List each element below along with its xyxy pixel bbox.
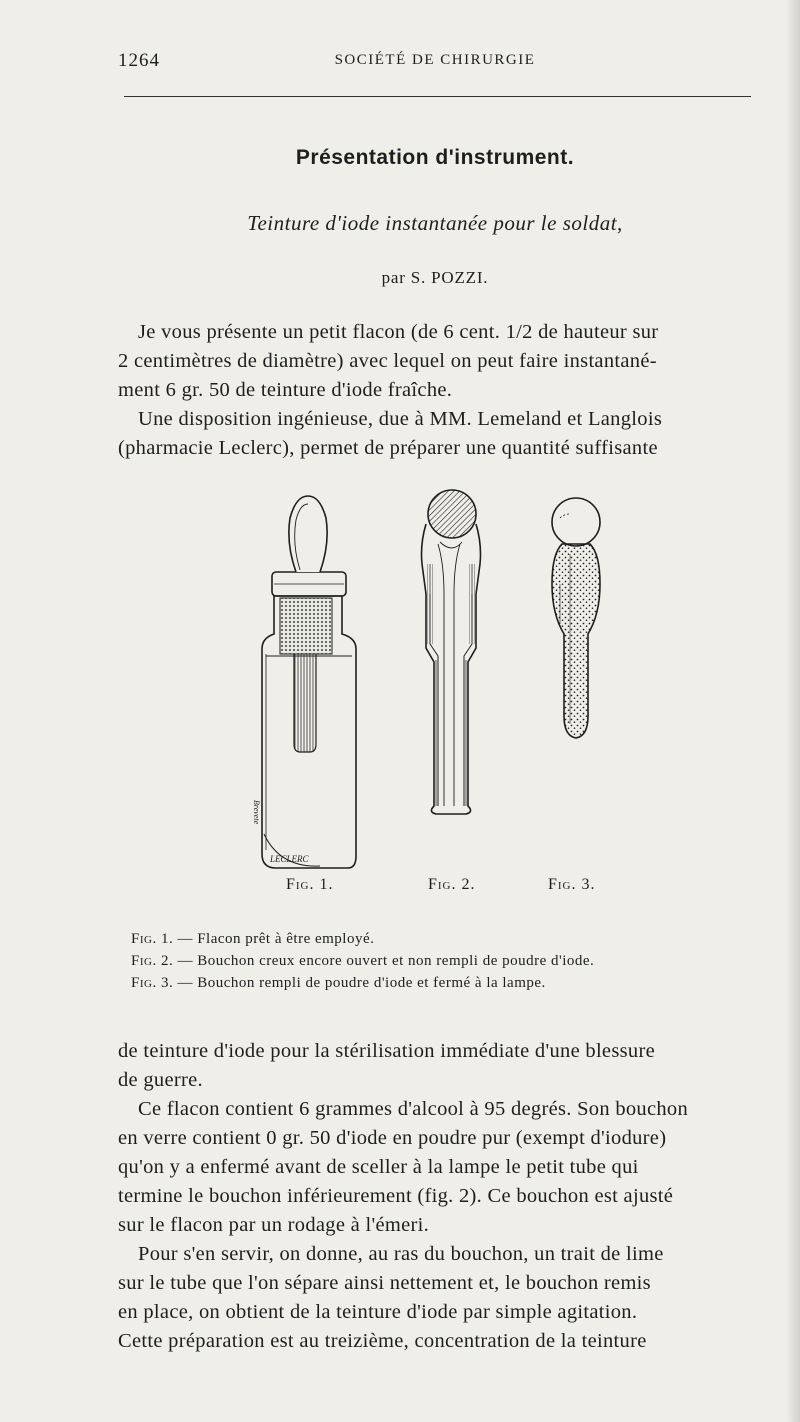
- text-line: de guerre.: [118, 1069, 203, 1091]
- figure-3-sealed-stopper: [552, 498, 600, 738]
- text-line: Ce flacon contient 6 grammes d'alcool à 95 degrés. Son bouchon: [138, 1098, 689, 1120]
- text-line: ment 6 gr. 50 de teinture d'iode fraîche.: [118, 379, 453, 401]
- article-subtitle: Teinture d'iode instantanée pour le soldat,: [247, 211, 623, 235]
- instrument-engraving: [240, 484, 620, 878]
- figure-captions: [131, 928, 771, 994]
- caption-figure-2: [131, 950, 771, 972]
- text-line: de teinture d'iode pour la stérilisation immédiate d'une blessure: [118, 1040, 655, 1062]
- page-number: 1264: [118, 50, 160, 71]
- author-byline: par S. POZZI.: [381, 268, 489, 287]
- figure-3-label: Fig. 3.: [548, 876, 596, 893]
- figure-2-label: Fig. 2.: [428, 876, 476, 893]
- section-title: Présentation d'instrument.: [295, 146, 575, 169]
- running-head: SOCIÉTÉ DE CHIRURGIE: [334, 52, 536, 68]
- page-edge-shadow: [786, 0, 800, 1422]
- text-line: sur le flacon par un rodage à l'émeri.: [118, 1214, 430, 1236]
- page-header: [118, 50, 752, 80]
- caption-fig-ref: Fig. 3.: [131, 975, 174, 991]
- caption-text: — Bouchon rempli de poudre d'iode et fermé à la lampe.: [177, 975, 546, 991]
- engraver-side-mark: Brevete: [252, 800, 261, 825]
- figure-labels: [240, 876, 640, 902]
- caption-text: — Flacon prêt à être employé.: [177, 931, 375, 947]
- text-line: en place, on obtient de la teinture d'iode par simple agitation.: [118, 1301, 638, 1323]
- text-line: Pour s'en servir, on donne, au ras du bouchon, un trait de lime: [138, 1243, 664, 1265]
- text-line: (pharmacie Leclerc), permet de préparer une quantité suffisante: [118, 437, 658, 459]
- text-line: termine le bouchon inférieurement (fig. 2). Ce bouchon est ajusté: [118, 1185, 674, 1207]
- text-line: Je vous présente un petit flacon (de 6 cent. 1/2 de hauteur sur: [138, 321, 659, 343]
- caption-fig-ref: Fig. 2.: [131, 953, 174, 969]
- figure-2-open-stopper: [422, 490, 481, 814]
- caption-fig-ref: Fig. 1.: [131, 931, 174, 947]
- text-line: 2 centimètres de diamètre) avec lequel on peut faire instantané-: [118, 350, 657, 372]
- instrument-figure: [240, 484, 620, 878]
- paragraph-intro: [118, 318, 754, 463]
- engraver-signature: LECLERC: [270, 854, 309, 864]
- caption-figure-1: [131, 928, 771, 950]
- text-line: Cette préparation est au treizième, concentration de la teinture: [118, 1330, 647, 1352]
- caption-text: — Bouchon creux encore ouvert et non rempli de poudre d'iode.: [177, 953, 595, 969]
- figure-1-label: Fig. 1.: [286, 876, 334, 893]
- text-line: sur le tube que l'on sépare ainsi nettement et, le bouchon remis: [118, 1272, 651, 1294]
- text-line: en verre contient 0 gr. 50 d'iode en poudre pur (exempt d'iodure): [118, 1127, 667, 1149]
- text-line: Une disposition ingénieuse, due à MM. Lemeland et Langlois: [138, 408, 663, 430]
- text-line: qu'on y a enfermé avant de sceller à la lampe le petit tube qui: [118, 1156, 639, 1178]
- figure-1-bottle: [262, 496, 356, 868]
- paragraph-description: [118, 1037, 754, 1356]
- caption-figure-3: [131, 972, 771, 994]
- header-rule: [124, 96, 751, 97]
